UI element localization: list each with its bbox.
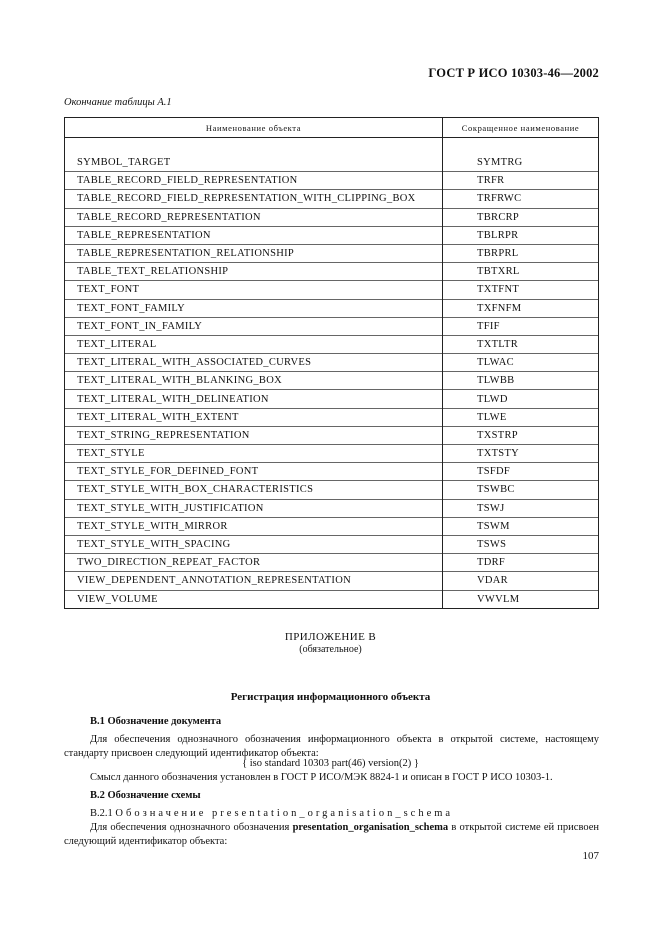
- abbreviation-cell: TSWS: [443, 535, 599, 553]
- abbreviation-cell: TBRPRL: [443, 244, 599, 262]
- table-row: [65, 263, 599, 281]
- paragraph-start: Для обеспечения однозначного обозначения: [90, 822, 290, 833]
- object-name-cell: TEXT_LITERAL_WITH_BLANKING_BOX: [65, 372, 443, 390]
- heading-b2: В.2 Обозначение схемы: [90, 790, 201, 801]
- table-row: [65, 190, 599, 208]
- table-row: [65, 208, 599, 226]
- object-name-cell: TABLE_RECORD_REPRESENTATION: [65, 208, 443, 226]
- object-name-cell: VIEW_DEPENDENT_ANNOTATION_REPRESENTATION: [65, 572, 443, 590]
- table-row: [65, 281, 599, 299]
- abbreviation-cell: TBRCRP: [443, 208, 599, 226]
- abbreviation-cell: TRFR: [443, 172, 599, 190]
- abbreviations-table: [64, 117, 599, 609]
- appendix-title: ПРИЛОЖЕНИЕ В: [284, 631, 377, 643]
- table-row: [65, 463, 599, 481]
- appendix-subtitle: (обязательное): [299, 644, 362, 655]
- paragraph-end: в открытой системе ей присвоен следующий идентификатор объекта:: [64, 822, 599, 847]
- object-name-cell: TEXT_LITERAL: [65, 335, 443, 353]
- object-name-cell: TEXT_STYLE: [65, 445, 443, 463]
- table-row: [65, 154, 599, 172]
- abbreviation-cell: TLWD: [443, 390, 599, 408]
- column-header-name: Наименование объекта: [65, 118, 443, 138]
- table-row: [65, 408, 599, 426]
- table-row: [65, 535, 599, 553]
- object-name-cell: TABLE_REPRESENTATION: [65, 226, 443, 244]
- table-row: [65, 172, 599, 190]
- abbreviation-cell: TSFDF: [443, 463, 599, 481]
- object-name-cell: TEXT_STYLE_WITH_JUSTIFICATION: [65, 499, 443, 517]
- abbreviation-cell: TXTFNT: [443, 281, 599, 299]
- object-name-cell: VIEW_VOLUME: [65, 590, 443, 608]
- object-identifier: { iso standard 10303 part(46) version(2) }: [242, 758, 419, 769]
- table-row: [65, 590, 599, 608]
- paragraph-b1-2: Смысл данного обозначения установлен в ГОСТ Р ИСО/МЭК 8824-1 и описан в ГОСТ Р ИСО 10303-1.: [90, 772, 553, 783]
- table-row: [65, 299, 599, 317]
- heading-b1: В.1 Обозначение документа: [90, 716, 222, 727]
- abbreviation-cell: TDRF: [443, 554, 599, 572]
- section-title: Регистрация информационного объекта: [230, 691, 431, 703]
- table-row: [65, 517, 599, 535]
- abbreviation-cell: TXTSTY: [443, 445, 599, 463]
- table-row: [65, 572, 599, 590]
- table-row: [65, 481, 599, 499]
- table-row: [65, 445, 599, 463]
- object-name-cell: TEXT_STYLE_WITH_SPACING: [65, 535, 443, 553]
- abbreviation-cell: TBLRPR: [443, 226, 599, 244]
- object-name-cell: TEXT_FONT_IN_FAMILY: [65, 317, 443, 335]
- object-name-cell: TABLE_RECORD_FIELD_REPRESENTATION_WITH_CLIPPING_BOX: [65, 190, 443, 208]
- column-header-abbr: Сокращенное наименование: [443, 118, 599, 138]
- abbreviation-cell: VDAR: [443, 572, 599, 590]
- abbreviation-cell: TSWBC: [443, 481, 599, 499]
- object-name-cell: TEXT_STYLE_WITH_MIRROR: [65, 517, 443, 535]
- table-row: [65, 335, 599, 353]
- table-header-row: [65, 118, 599, 138]
- paragraph-b2-1: [64, 821, 599, 848]
- table-row: [65, 226, 599, 244]
- abbreviation-cell: VWVLM: [443, 590, 599, 608]
- abbreviation-cell: TSWM: [443, 517, 599, 535]
- object-name-cell: TEXT_LITERAL_WITH_ASSOCIATED_CURVES: [65, 354, 443, 372]
- abbreviation-cell: TLWAC: [443, 354, 599, 372]
- abbreviation-cell: SYMTRG: [443, 154, 599, 172]
- table-row: [65, 372, 599, 390]
- object-name-cell: TWO_DIRECTION_REPEAT_FACTOR: [65, 554, 443, 572]
- abbreviation-cell: TLWE: [443, 408, 599, 426]
- object-name-cell: TEXT_STRING_REPRESENTATION: [65, 426, 443, 444]
- schema-term: presentation_organisation_schema: [292, 822, 449, 833]
- object-name-cell: TEXT_STYLE_FOR_DEFINED_FONT: [65, 463, 443, 481]
- table-spacer-row: [65, 138, 599, 155]
- table-row: [65, 354, 599, 372]
- object-name-cell: TEXT_LITERAL_WITH_DELINEATION: [65, 390, 443, 408]
- table-row: [65, 499, 599, 517]
- subheading-number: В.2.1: [90, 808, 113, 819]
- table-row: [65, 426, 599, 444]
- object-name-cell: TABLE_TEXT_RELATIONSHIP: [65, 263, 443, 281]
- abbreviation-cell: TXFNFM: [443, 299, 599, 317]
- table-row: [65, 390, 599, 408]
- object-name-cell: SYMBOL_TARGET: [65, 154, 443, 172]
- abbreviation-cell: TFIF: [443, 317, 599, 335]
- object-name-cell: TABLE_REPRESENTATION_RELATIONSHIP: [65, 244, 443, 262]
- abbreviation-cell: TSWJ: [443, 499, 599, 517]
- abbreviation-cell: TBTXRL: [443, 263, 599, 281]
- paragraph-b1-1: Для обеспечения однозначного обозначения информационного объекта в открытой системе, настоящему стандарту присвоен следующий идентификатор объекта:: [64, 734, 599, 759]
- table-row: [65, 244, 599, 262]
- table-body: [65, 138, 599, 609]
- subheading-title: Обозначение presentation_organisation_schema: [115, 808, 454, 819]
- abbreviation-cell: TLWBB: [443, 372, 599, 390]
- document-code: ГОСТ Р ИСО 10303-46—2002: [428, 66, 599, 80]
- subheading-b2-1: [90, 807, 599, 821]
- table-row: [65, 317, 599, 335]
- table-caption: Окончание таблицы А.1: [64, 97, 172, 108]
- table-row: [65, 554, 599, 572]
- abbreviation-cell: TXTLTR: [443, 335, 599, 353]
- object-name-cell: TEXT_FONT: [65, 281, 443, 299]
- object-name-cell: TEXT_LITERAL_WITH_EXTENT: [65, 408, 443, 426]
- abbreviation-cell: TRFRWC: [443, 190, 599, 208]
- abbreviation-cell: TXSTRP: [443, 426, 599, 444]
- object-name-cell: TEXT_FONT_FAMILY: [65, 299, 443, 317]
- page-number: 107: [582, 850, 599, 862]
- object-name-cell: TEXT_STYLE_WITH_BOX_CHARACTERISTICS: [65, 481, 443, 499]
- object-name-cell: TABLE_RECORD_FIELD_REPRESENTATION: [65, 172, 443, 190]
